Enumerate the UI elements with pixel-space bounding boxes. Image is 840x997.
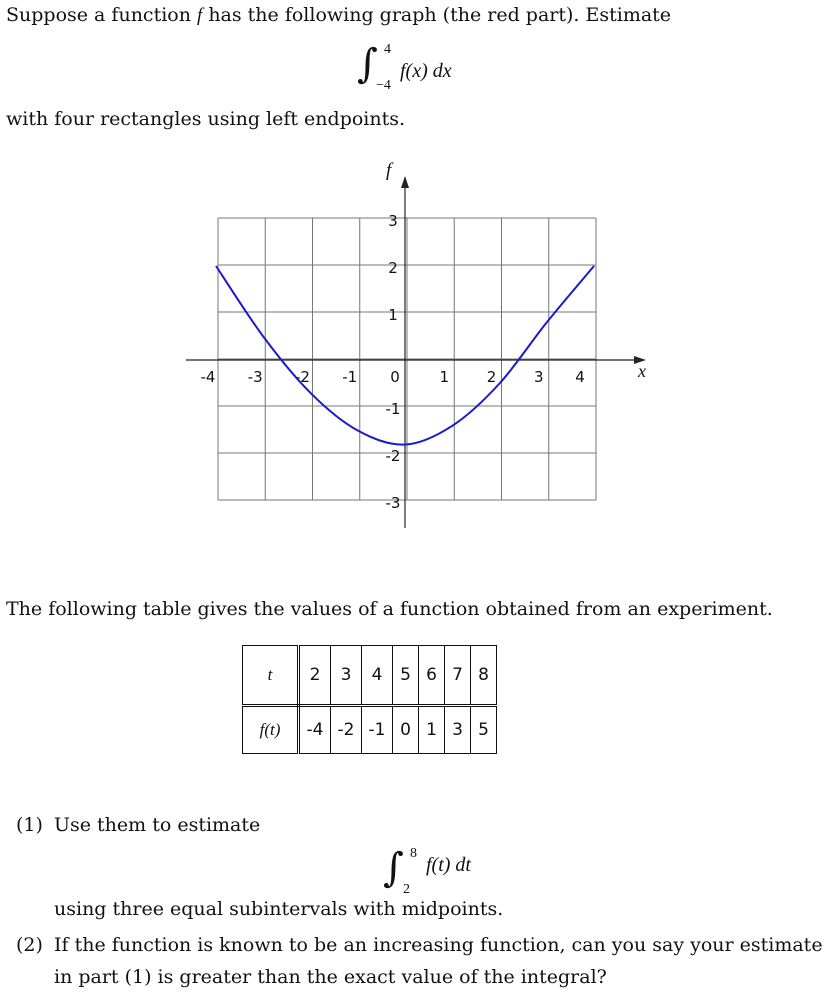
table-cell: -1	[362, 706, 393, 754]
integral-upper-limit: 4	[384, 42, 391, 57]
integral-upper-limit: 8	[410, 846, 417, 861]
x-tick-label: 2	[486, 368, 497, 386]
problem-intro-line2: with four rectangles using left endpoints.	[6, 108, 406, 130]
x-tick-label: -1	[342, 368, 358, 386]
problem-intro-line1: Suppose a function f has the following graph (the red part). Estimate	[6, 4, 672, 26]
graph-grid	[218, 218, 596, 500]
table-cell: 8	[471, 646, 497, 706]
function-symbol: f	[197, 5, 203, 26]
table-cell: 2	[299, 646, 331, 706]
question-2-line2: in part (1) is greater than the exact value of the integral?	[54, 966, 607, 988]
table-cell: 5	[471, 706, 497, 754]
table-row-ft	[243, 706, 497, 754]
table-cell: 3	[331, 646, 362, 706]
question-2-number: (2)	[16, 934, 43, 956]
graph-tick-labels	[201, 212, 585, 512]
y-tick-label: -1	[385, 400, 401, 418]
x-tick-label: -4	[200, 368, 216, 386]
question-1-text: Use them to estimate	[54, 814, 261, 836]
table-cell: 5	[393, 646, 419, 706]
y-tick-label: 3	[388, 212, 398, 230]
x-tick-label: -3	[247, 368, 263, 386]
experiment-table	[242, 645, 497, 754]
integral-lower-limit: 2	[403, 882, 410, 897]
table-cell: -4	[299, 706, 331, 754]
table-row-t	[243, 646, 497, 706]
y-tick-label: 2	[388, 259, 398, 277]
table-cell: 1	[419, 706, 445, 754]
graph-axes	[186, 176, 646, 528]
x-tick-label: 0	[390, 368, 400, 386]
integral-sign: ∫	[383, 845, 404, 891]
x-tick-label: 4	[575, 368, 585, 386]
y-tick-label: -3	[385, 494, 401, 512]
x-tick-label: -2	[295, 368, 310, 386]
y-axis-label: f	[386, 160, 392, 181]
question-2-line1: If the function is known to be an increasing function, can you say your estimate	[54, 934, 823, 956]
x-axis-label: x	[638, 361, 646, 381]
integral-sign: ∫	[357, 41, 378, 87]
y-axis-arrow-icon	[401, 176, 409, 188]
table-cell: 0	[393, 706, 419, 754]
table-cell: 7	[445, 646, 471, 706]
x-tick-label: 3	[533, 368, 544, 386]
integral-lower-limit: −4	[376, 78, 391, 93]
integrand: f(t) dt	[426, 854, 471, 876]
table-cell: 4	[362, 646, 393, 706]
y-tick-label: 1	[388, 306, 398, 324]
question-1-number: (1)	[16, 814, 43, 836]
table-header-t: t	[243, 646, 299, 706]
question-1-continuation: using three equal subintervals with midpoints.	[54, 898, 504, 920]
table-cell: -2	[331, 706, 362, 754]
table-intro: The following table gives the values of a function obtained from an experiment.	[6, 598, 773, 620]
y-tick-label: -2	[385, 447, 401, 465]
table-cell: 3	[445, 706, 471, 754]
x-tick-label: 1	[439, 368, 450, 386]
integrand: f(x) dx	[400, 60, 452, 82]
table-cell: 6	[419, 646, 445, 706]
table-header-ft: f(t)	[243, 706, 299, 754]
